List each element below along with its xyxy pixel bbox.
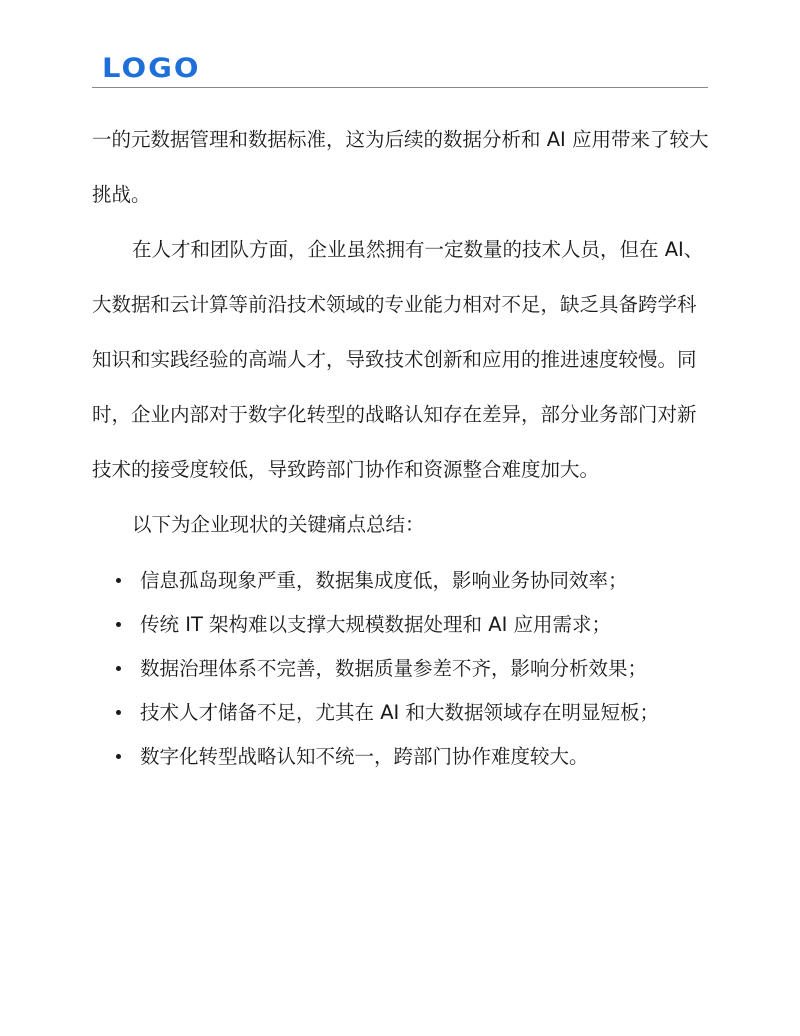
bullet-dot-icon — [116, 666, 121, 671]
bullet-dot-icon — [116, 754, 121, 759]
list-item — [92, 603, 712, 647]
paragraph-summary-intro: 以下为企业现状的关键痛点总结： — [132, 513, 425, 536]
paragraph-talent: 在人才和团队方面，企业虽然拥有一定数量的技术人员，但在 AI、大数据和云计算等前沿技术领域的专业能力相对不足，缺乏具备跨学科知识和实践经验的高端人才，导致技术创新和应用的推进速度较慢。同时，企业内部对于数字化转型的战略认知存在差异，部分业务部门对新技术的接受度较低，导致跨部门协作和资源整合难度加大。 — [92, 238, 704, 481]
list-item — [92, 647, 712, 691]
list-item-text: 数字化转型战略认知不统一，跨部门协作难度较大。 — [140, 745, 589, 768]
list-item — [92, 559, 712, 603]
list-item-text: 技术人才储备不足，尤其在 AI 和大数据领域存在明显短板； — [140, 701, 659, 724]
document-body — [92, 112, 712, 779]
list-item — [92, 691, 712, 735]
list-item-text: 传统 IT 架构难以支撑大规模数据处理和 AI 应用需求； — [140, 613, 612, 636]
pain-points-list — [92, 559, 712, 779]
bullet-dot-icon — [116, 578, 121, 583]
bullet-dot-icon — [116, 622, 121, 627]
logo: LOGO — [102, 52, 201, 84]
paragraph-continuation: 一的元数据管理和数据标准，这为后续的数据分析和 AI 应用带来了较大挑战。 — [92, 128, 709, 206]
bullet-dot-icon — [116, 710, 121, 715]
list-item-text: 数据治理体系不完善，数据质量参差不齐，影响分析效果； — [140, 657, 648, 680]
list-item-text: 信息孤岛现象严重，数据集成度低，影响业务协同效率； — [140, 569, 628, 592]
page-header — [92, 50, 708, 88]
list-item — [92, 735, 712, 779]
